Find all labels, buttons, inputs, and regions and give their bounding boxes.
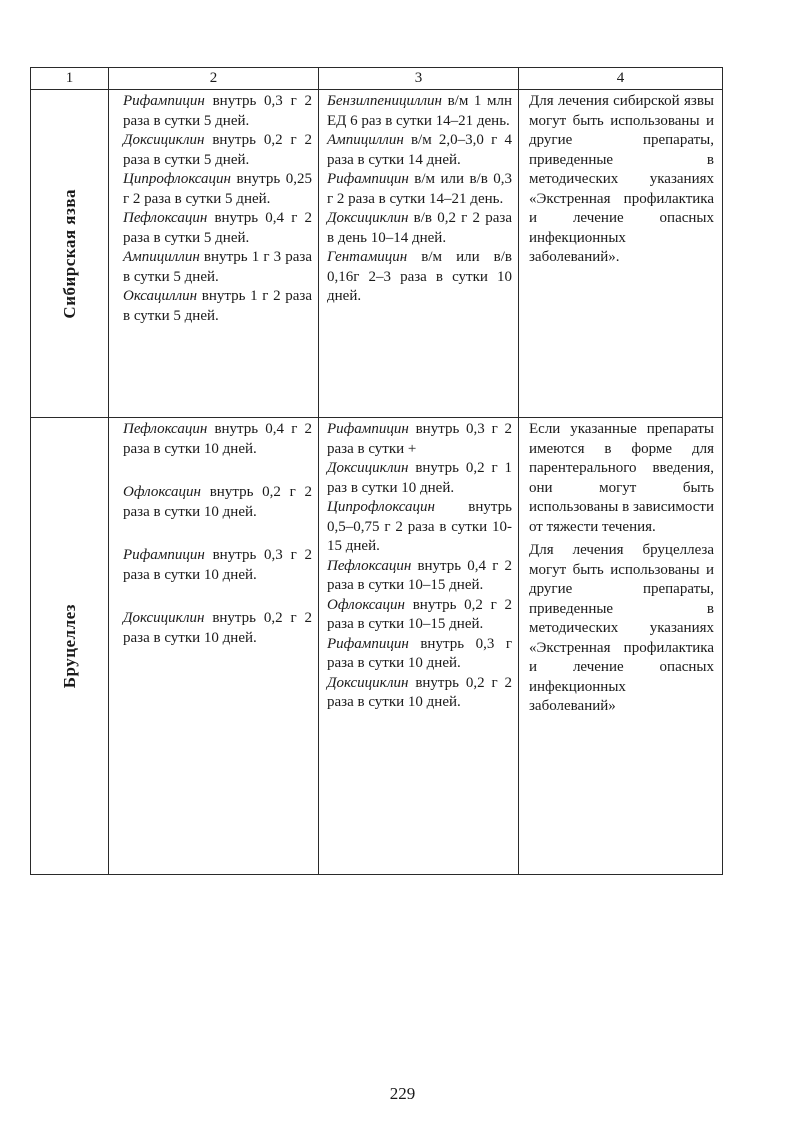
drug-name: Пефлоксацин xyxy=(123,210,208,226)
regimen-entry xyxy=(123,92,312,131)
drug-name: Бензилпенициллин xyxy=(327,93,442,109)
regimen-entry xyxy=(123,546,312,585)
regimen-entry xyxy=(123,209,312,248)
regimen-entry xyxy=(327,131,512,170)
disease-cell xyxy=(31,90,109,418)
dose-text: внутрь 0,3 г 2 раза в сутки 10 дней. xyxy=(123,547,312,583)
disease-name: Бруцеллез xyxy=(59,603,79,689)
drug-name: Рифампицин xyxy=(327,171,409,187)
regimen-entry xyxy=(327,596,512,635)
note-paragraph: Если указанные препараты имеются в форме для парентерального введения, они могут быть использованы в зависимости от тяжести течения. xyxy=(529,421,714,535)
regimen-entry xyxy=(327,170,512,209)
regimen-entry xyxy=(327,248,512,307)
regimen-entry xyxy=(123,609,312,648)
notes-cell xyxy=(519,90,723,418)
note-paragraph: Для лечения сибирской язвы могут быть использованы и другие препараты, приведенные в методических указаниях «Экстренная профилактика и лечение опасных инфекционных заболеваний». xyxy=(529,93,714,265)
table-row-brucellosis xyxy=(31,418,723,875)
disease-cell xyxy=(31,418,109,875)
dose-text: внутрь 0,3 г раза в сутки 10 дней. xyxy=(327,635,512,671)
dose-text: в/м или в/в 0,16г 2–3 раза в сутки 10 дней. xyxy=(327,249,512,304)
dose-text: внутрь 0,5–0,75 г 2 раза в сутки 10-15 дней. xyxy=(327,499,512,554)
dose-text: в/м 1 млн ЕД 6 раз в сутки 14–21 день. xyxy=(327,93,512,129)
dose-text: внутрь 0,4 г 2 раза в сутки 5 дней. xyxy=(123,210,312,246)
dose-text: внутрь 0,4 г 2 раза в сутки 10–15 дней. xyxy=(327,557,512,593)
dose-text: внутрь 1 г 2 раза в сутки 5 дней. xyxy=(123,288,312,324)
drug-name: Офлоксацин xyxy=(123,484,201,500)
regimen-entry xyxy=(327,674,512,713)
dose-text: внутрь 0,3 г 2 раза в сутки + xyxy=(327,421,512,457)
regimen-entry xyxy=(327,209,512,248)
header-col-3: 3 xyxy=(319,68,519,90)
regimen-entry xyxy=(123,483,312,522)
drug-name: Ампициллин xyxy=(123,249,200,265)
notes-cell xyxy=(519,418,723,875)
regimen-entry xyxy=(123,131,312,170)
dose-text: в/в 0,2 г 2 раза в день 10–14 дней. xyxy=(327,210,512,246)
regimen-entry xyxy=(327,459,512,498)
drug-name: Гентамицин xyxy=(327,249,408,265)
dose-text: внутрь 0,4 г 2 раза в сутки 10 дней. xyxy=(123,421,312,457)
regimen-entry xyxy=(327,92,512,131)
header-col-2: 2 xyxy=(109,68,319,90)
drug-name: Доксициклин xyxy=(123,132,205,148)
header-col-4: 4 xyxy=(519,68,723,90)
dose-text: внутрь 1 г 3 раза в сутки 5 дней. xyxy=(123,249,312,285)
dose-text: внутрь 0,2 г 2 раза в сутки 10 дней. xyxy=(327,674,512,710)
drug-name: Пефлоксацин xyxy=(123,421,208,437)
dose-text: в/м 2,0–3,0 г 4 раза в сутки 14 дней. xyxy=(327,132,512,168)
page-number: 229 xyxy=(389,1084,416,1103)
regimen-entry xyxy=(327,498,512,557)
drug-name: Пефлоксацин xyxy=(327,557,412,574)
treatment-table xyxy=(30,67,723,875)
drug-name: Рифампицин xyxy=(123,93,205,109)
regimen-entry xyxy=(327,557,512,596)
dose-text: внутрь 0,2 г 2 раза в сутки 10 дней. xyxy=(123,484,312,520)
regimen-entry xyxy=(327,635,512,674)
drug-name: Доксициклин xyxy=(327,460,409,476)
table-header-row xyxy=(31,68,723,90)
dose-text: внутрь 0,3 г 2 раза в сутки 5 дней. xyxy=(123,93,312,129)
drug-name: Доксициклин xyxy=(327,210,409,226)
dose-text: в/м или в/в 0,3 г 2 раза в сутки 14–21 день. xyxy=(327,171,512,207)
drug-name: Офлоксацин xyxy=(327,596,405,613)
dose-text: внутрь 0,2 г 2 раза в сутки 10–15 дней. xyxy=(327,596,512,632)
dose-text: внутрь 0,2 г 2 раза в сутки 5 дней. xyxy=(123,132,312,168)
dose-text: внутрь 0,2 г 2 раза в сутки 10 дней. xyxy=(123,610,312,646)
regimen-entry xyxy=(327,420,512,459)
drug-name: Ципрофлоксацин xyxy=(123,171,231,187)
parenteral-therapy-cell xyxy=(319,90,519,418)
regimen-entry xyxy=(123,420,312,459)
dose-text: внутрь 0,25 г 2 раза в сутки 5 дней. xyxy=(123,171,312,207)
drug-name: Доксициклин xyxy=(327,674,409,691)
parenteral-therapy-cell xyxy=(319,418,519,875)
regimen-entry xyxy=(123,287,312,326)
drug-name: Ампициллин xyxy=(327,132,404,148)
oral-therapy-cell xyxy=(109,418,319,875)
oral-therapy-cell xyxy=(109,90,319,418)
drug-name: Рифампицин xyxy=(327,635,409,652)
note-paragraph: Для лечения бруцеллеза могут быть использованы и другие препараты, приведенные в методических указаниях «Экстренная профилактика и лечение опасных инфекционных заболеваний» xyxy=(529,542,714,714)
drug-name: Ципрофлоксацин xyxy=(327,499,435,515)
table-row-anthrax xyxy=(31,90,723,418)
drug-name: Оксациллин xyxy=(123,288,198,304)
drug-name: Доксициклин xyxy=(123,610,205,626)
drug-name: Рифампицин xyxy=(123,547,205,563)
disease-name: Сибирская язва xyxy=(59,188,79,319)
regimen-entry xyxy=(123,170,312,209)
dose-text: внутрь 0,2 г 1 раз в сутки 10 дней. xyxy=(327,460,512,496)
header-col-1: 1 xyxy=(31,68,109,90)
drug-name: Рифампицин xyxy=(327,421,409,437)
regimen-entry xyxy=(123,248,312,287)
